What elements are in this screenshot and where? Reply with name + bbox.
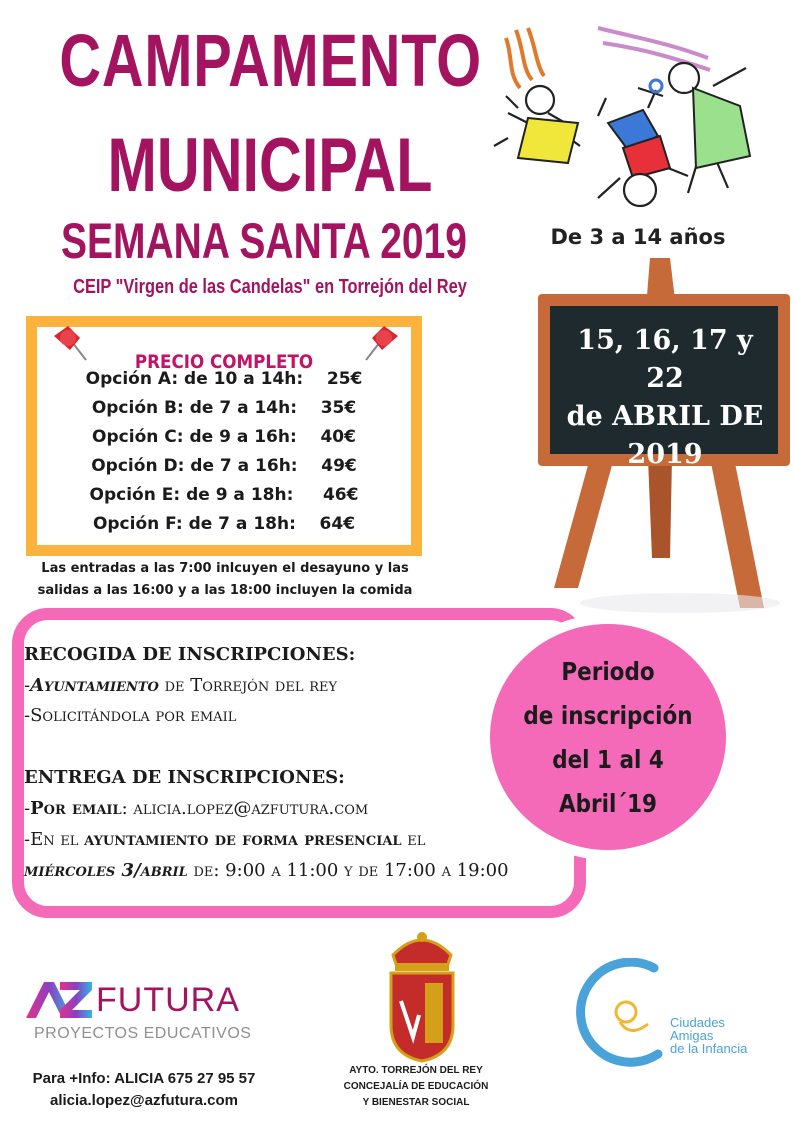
deliver-item-3-emph: miércoles 3/abril — [24, 860, 188, 881]
collect-item-2: -Solicitándola por email — [24, 705, 237, 726]
ayto-line-3: Y BIENESTAR SOCIAL — [362, 1097, 470, 1108]
age-range: De 3 a 14 años — [550, 225, 726, 249]
registration-period-circle — [480, 614, 736, 860]
kids-illustration — [488, 18, 758, 223]
ayto-caption — [316, 1063, 516, 1111]
ayto-line-1: AYTO. TORREJÓN DEL REY — [349, 1065, 483, 1076]
contact-info — [14, 1068, 274, 1112]
meals-note — [30, 558, 420, 602]
title-line-1: CAMPAMENTO — [59, 19, 482, 102]
collect-item-1-rest: de Torrejón del rey — [158, 675, 338, 696]
ciudades-amigas-caption — [670, 1016, 747, 1055]
price-option-a: Opción A: de 10 a 14h: 25€ — [85, 369, 363, 389]
deliver-item-2-a: -En el — [24, 829, 85, 850]
deliver-item-2 — [24, 829, 425, 850]
collect-item-1-dash: - — [24, 675, 31, 696]
futura-tagline: PROYECTOS EDUCATIVOS — [34, 1025, 252, 1042]
price-option-d: Opción D: de 7 a 16h: 49€ — [91, 456, 357, 476]
board-dates-line-2: de ABRIL DE — [566, 401, 764, 432]
location-subtitle: CEIP "Virgen de las Candelas" en Torrejón del Rey — [73, 276, 467, 298]
meals-note-line-1: Las entradas a las 7:00 inlcuyen el desayuno y las — [41, 561, 409, 576]
deliver-item-1 — [24, 798, 368, 819]
board-dates — [555, 322, 775, 474]
ayto-line-2: CONCEJALÍA DE EDUCACIÓN — [343, 1081, 489, 1092]
meals-note-line-2: salidas a las 16:00 y a las 18:00 incluyen la comida — [37, 583, 413, 598]
registration-period-text — [507, 650, 710, 826]
deliver-item-3 — [24, 860, 509, 881]
pushpin-icon — [360, 322, 402, 364]
collect-item-1-emph: Ayuntamiento — [30, 675, 159, 696]
title-line-2: MUNICIPAL — [107, 123, 433, 208]
period-line-3: del 1 al 4 — [552, 745, 664, 774]
deliver-item-1-dash: - — [24, 798, 31, 819]
cai-line-3: de la Infancia — [670, 1041, 748, 1056]
municipal-crest — [383, 925, 461, 1063]
deliver-item-1-emph: Por email — [30, 798, 122, 819]
period-line-1: Periodo — [561, 657, 655, 686]
pushpin-icon — [50, 322, 92, 364]
contact-email: alicia.lopez@azfutura.com — [49, 1092, 238, 1109]
period-line-4: Abril´19 — [558, 789, 658, 818]
price-title: PRECIO COMPLETO — [134, 351, 314, 373]
board-dates-line-1: 15, 16, 17 y 22 — [577, 325, 753, 394]
deliver-item-2-emph: ayuntamiento de forma presencial — [84, 829, 402, 850]
cai-line-1: Ciudades — [670, 1015, 725, 1030]
deliver-heading: ENTREGA DE INSCRIPCIONES: — [24, 767, 345, 788]
period-line-2: de inscripción — [523, 701, 693, 730]
futura-wordmark: FUTURA — [96, 981, 240, 1019]
collect-heading: RECOGIDA DE INSCRIPCIONES: — [24, 644, 356, 665]
collect-item-1 — [24, 675, 337, 696]
deliver-item-2-b: el — [401, 829, 426, 850]
deliver-item-3-rest: de: 9:00 a 11:00 y de 17:00 a 19:00 — [187, 860, 509, 881]
deliver-item-1-rest: : alicia.lopez@azfutura.com — [121, 798, 369, 819]
contact-phone: Para +Info: ALICIA 675 27 95 57 — [32, 1070, 256, 1087]
title-line-3: SEMANA SANTA 2019 — [61, 213, 467, 269]
board-dates-line-3: 2019 — [627, 439, 703, 470]
price-option-b: Opción B: de 7 a 14h: 35€ — [91, 398, 357, 418]
cai-line-2: Amigas — [670, 1028, 714, 1043]
price-option-c: Opción C: de 9 a 16h: 40€ — [92, 427, 356, 447]
price-option-e: Opción E: de 9 a 18h: 46€ — [89, 485, 359, 505]
price-option-f: Opción F: de 7 a 18h: 64€ — [92, 514, 356, 534]
